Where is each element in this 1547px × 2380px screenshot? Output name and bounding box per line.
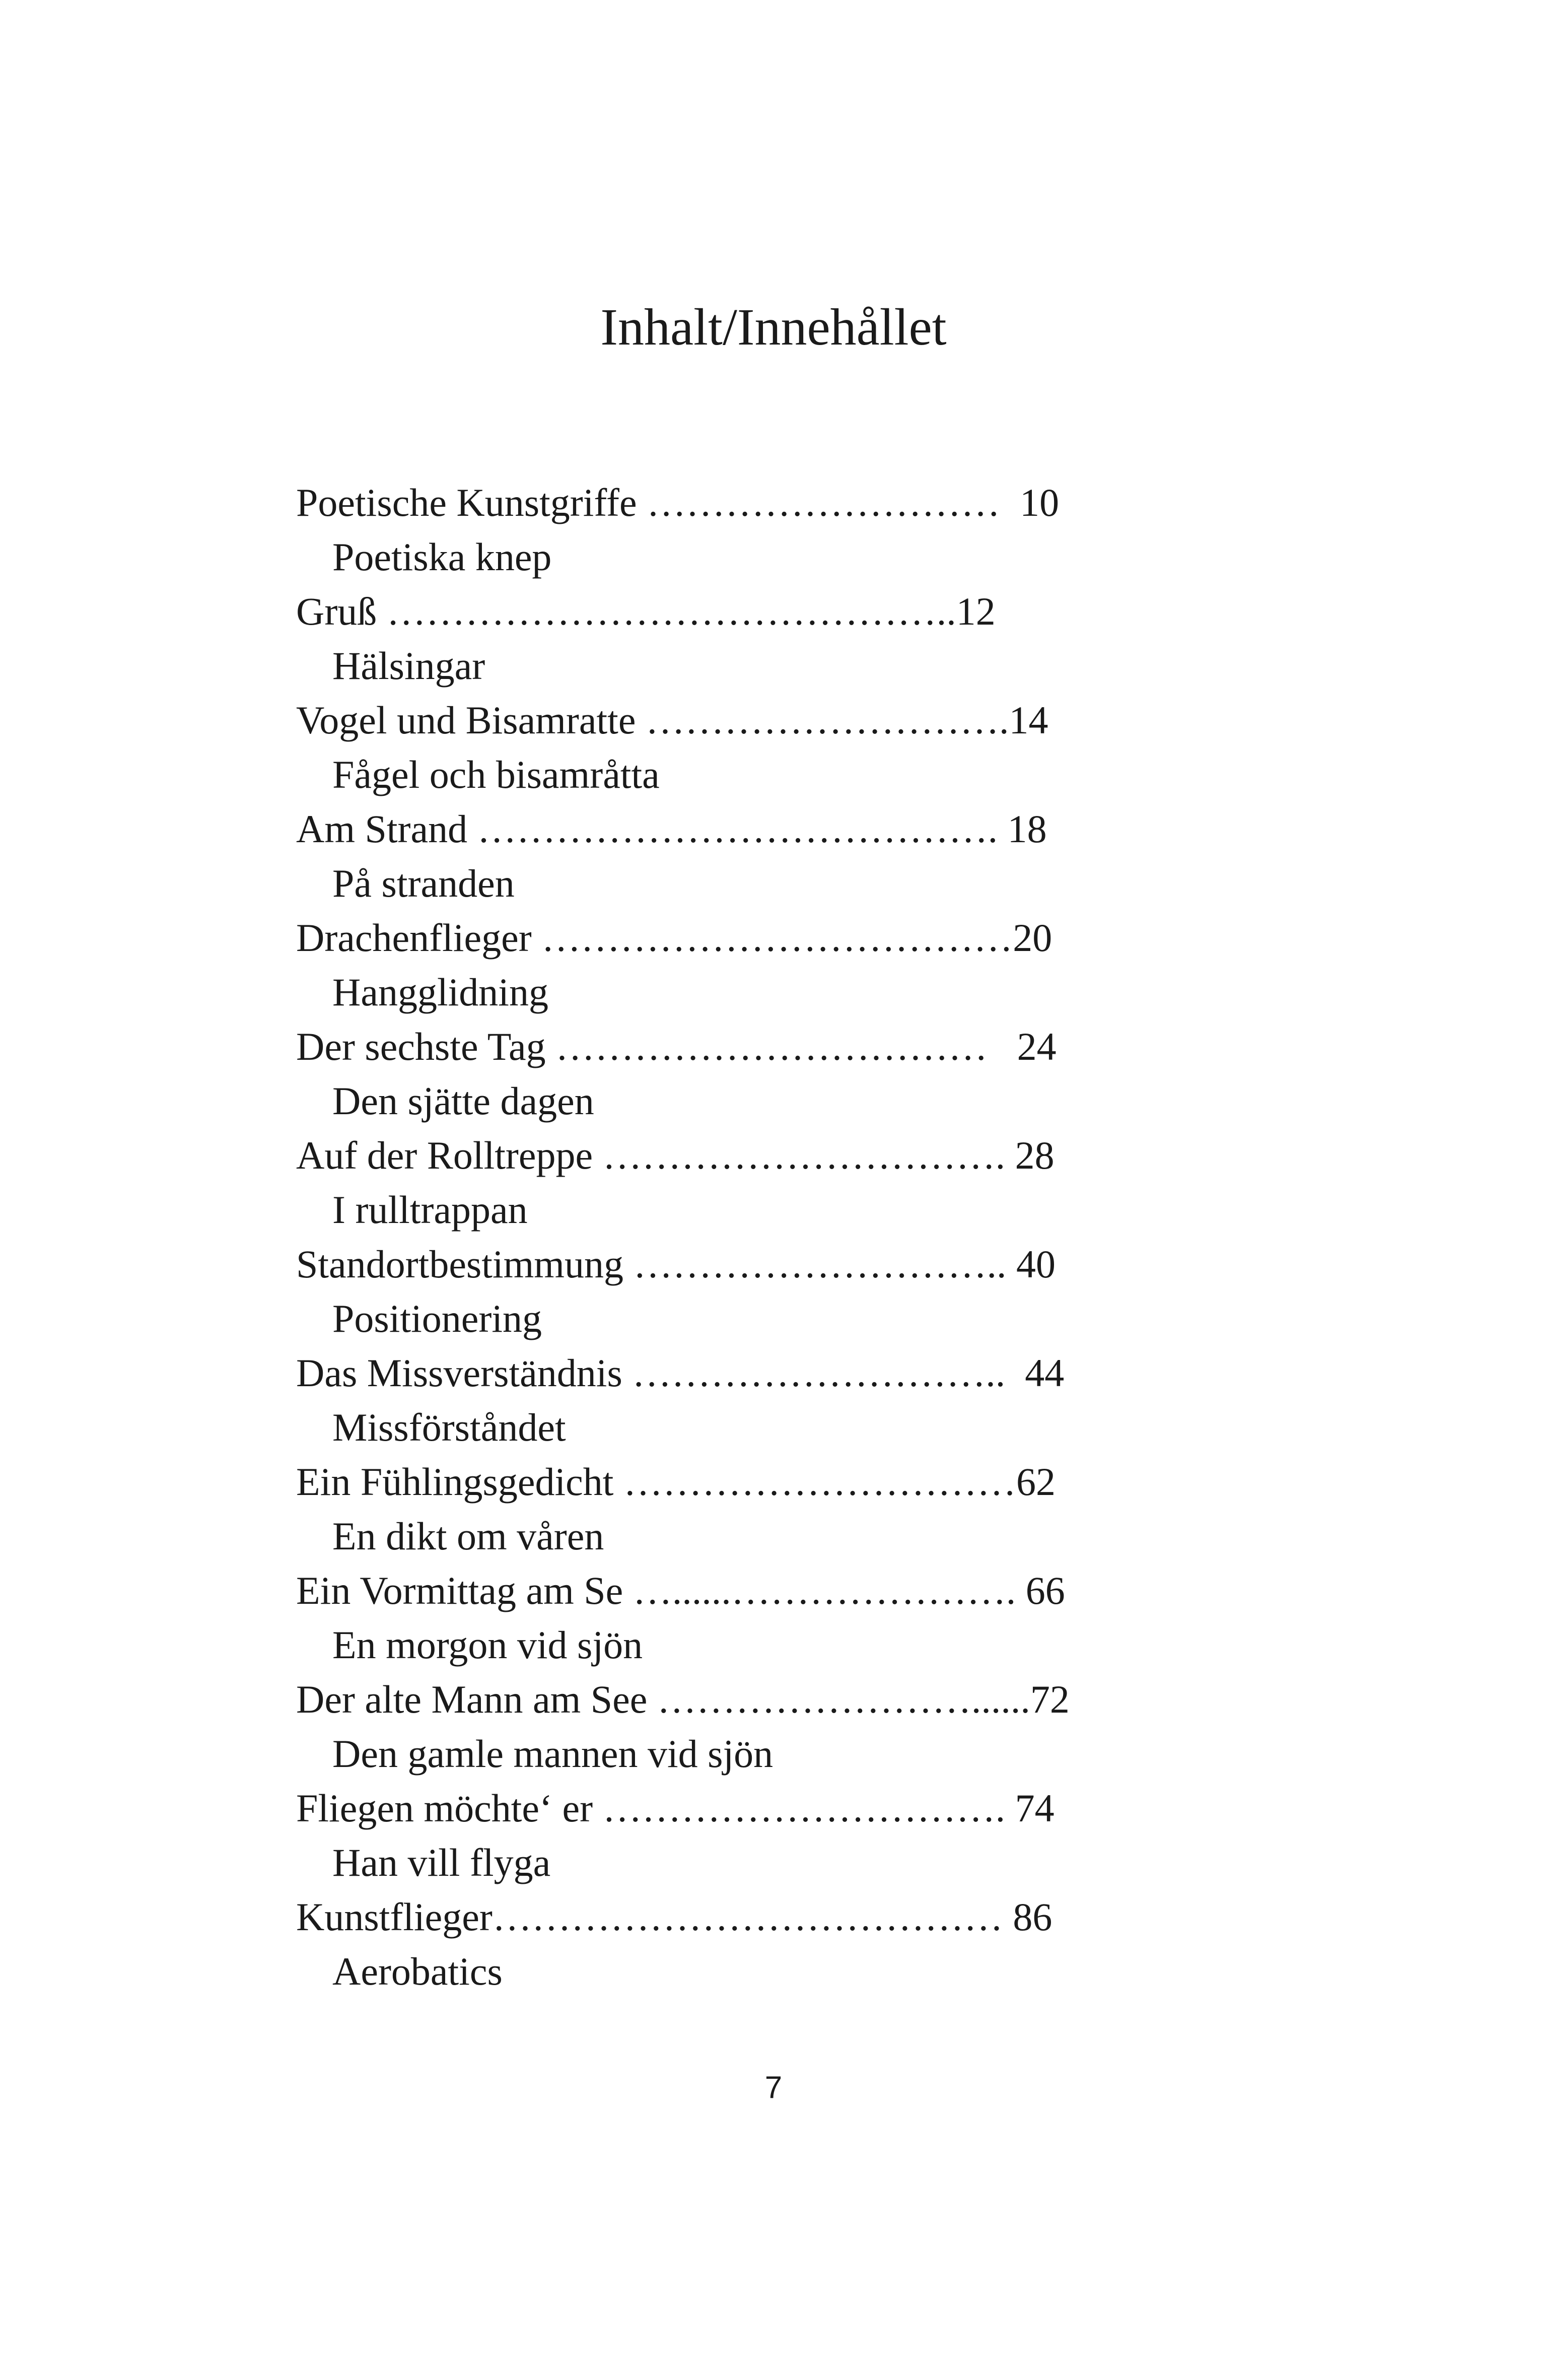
toc-subtitle: Aerobatics [332,1949,503,1993]
table-of-contents [296,475,1172,1999]
toc-subtitle: Den gamle mannen vid sjön [332,1732,774,1776]
toc-entry: Drachenflieger ………………………………20 [296,916,1052,960]
toc-subtitle: Den sjätte dagen [332,1079,594,1123]
toc-entry: Gruß ……………………………………..12 [296,589,996,633]
toc-subtitle: I rulltrappan [332,1188,528,1232]
toc-entry: Am Strand …………………………………. 18 [296,807,1047,851]
toc-entry: Ein Fühlingsgedicht …………………………62 [296,1460,1056,1504]
toc-subtitle: En morgon vid sjön [332,1623,643,1667]
toc-subtitle: Hälsingar [332,644,485,688]
toc-entry: Fliegen möchte‘ er …………………………. 74 [296,1786,1054,1830]
toc-subtitle: Missförståndet [332,1405,566,1449]
toc-entry: Standortbestimmung ……………………….. 40 [296,1242,1056,1286]
page-title: Inhalt/Innehållet [600,298,947,356]
toc-subtitle: Hangglidning [332,970,548,1014]
toc-entry: Auf der Rolltreppe …………………………. 28 [296,1133,1054,1177]
toc-subtitle: Fågel och bisamråtta [332,753,660,796]
toc-entry: Poetische Kunstgriffe ……………………… 10 [296,481,1060,524]
page-number: 7 [764,2070,783,2105]
toc-subtitle: På stranden [332,861,515,905]
toc-entry: Der sechste Tag …………………………… 24 [296,1025,1057,1068]
toc-entry: Vogel und Bisamratte ……………………….14 [296,698,1048,742]
toc-entry: Ein Vormittag am Se …......…………………. 66 [296,1569,1065,1612]
toc-entry: Kunstflieger………………………………… 86 [296,1895,1052,1939]
toc-subtitle: Positionering [332,1297,542,1340]
toc-subtitle: En dikt om våren [332,1514,604,1558]
toc-subtitle: Poetiska knep [332,535,552,579]
toc-subtitle: Han vill flyga [332,1841,551,1884]
toc-entry: Der alte Mann am See ……………………......72 [296,1677,1070,1721]
toc-entry: Das Missverständnis ……………………….. 44 [296,1351,1065,1395]
